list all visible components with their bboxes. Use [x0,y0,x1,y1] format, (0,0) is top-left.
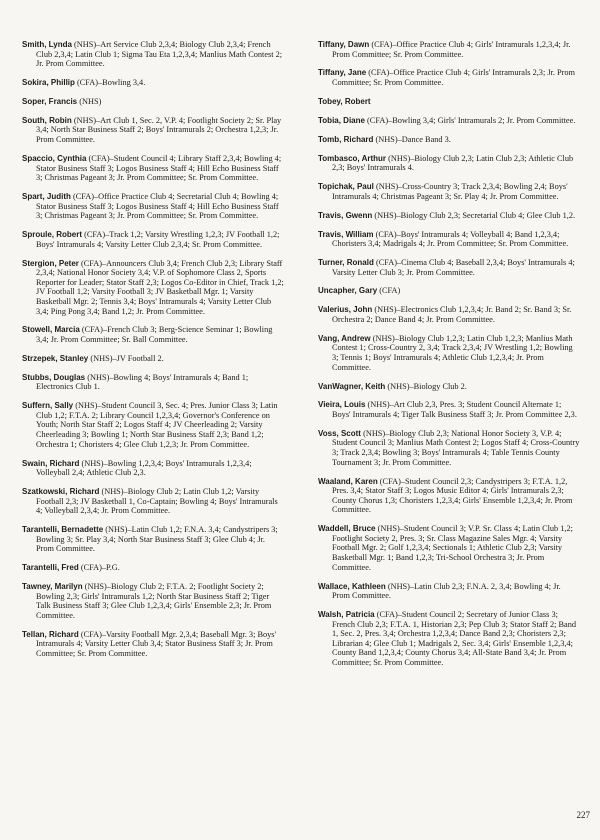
student-name: Tawney, Marilyn [22,582,83,592]
student-name: Uncapher, Gary [318,286,378,296]
senior-entry [22,459,284,478]
student-activities: (NHS)–Student Council 3; V.P. Sr. Class 4; Latin Club 1,2; Footlight Society 2, Pres. 3; Sr. Class Magazine Sales Mgr. 4; Varsity Football Mgr. 2; Golf 1,2,3,4; Sectionals 1; Athletic Club 2,3; Varsity Basketball Mgr. 1; Band 1,2,3; Tri-School Orchestra 3; Jr. Prom Committee. [332,524,573,572]
student-name: Wallace, Kathleen [318,581,386,591]
student-name: VanWagner, Keith [318,381,386,391]
student-activities: (NHS) [79,96,102,106]
senior-entry [318,182,580,201]
senior-entry [318,429,580,467]
senior-entry [22,582,284,620]
senior-entry [318,610,580,668]
senior-entry [318,258,580,277]
student-name: Vang, Andrew [318,333,371,343]
student-name: Waddell, Bruce [318,524,376,534]
senior-entry [22,259,284,317]
student-activities: (NHS)–Biology Club 2,3; National Honor Society 3, V.P. 4; Student Council 3; Manlius Math Contest 2; Logos Staff 4; Cross-Country 3; Track 2,3,4; Bowling 3; Boys' Intramurals 4; Table Tennis County Tournament 3; Jr. Prom Committee. [332,428,580,467]
student-name: Spart, Judith [22,192,71,202]
student-activities: (NHS)–Biology Club 2,3; Secretarial Club 4; Glee Club 1,2. [374,210,576,220]
senior-entry [22,78,284,88]
student-name: Travis, William [318,229,374,239]
student-activities: (CFA)–Announcers Club 3,4; French Club 2,3; Library Staff 2,3,4; National Honor Society 3,4; V.P. of Sophomore Class 2, Sports Reporter for Leader; Stator Staff 2,3; Logos Co-Editor in Chief, Track 1,2; JV Football 1,2; Varsity Football 3; JV Basketball Mgr. 1; Varsity Basketball Mgr. 2; Tennis 3,4; Boys' Intramurals 4; Varsity Letter Club 3,4; Ping Pong 3,4; Band 1,2; Jr. Prom Committee. [36,258,284,316]
student-name: Soper, Francis [22,96,78,106]
senior-entry [318,305,580,324]
student-name: Sokira, Phillip [22,78,75,88]
student-activities: (CFA)–Office Practice Club 4; Girls' Intramurals 1,2,3,4; Jr. Prom Committee; Sr. Prom Committee. [332,40,571,59]
student-activities: (CFA)–Student Council 2; Secretary of Junior Class 3; French Club 2,3; F.T.A. 1, Historian 2,3; Pep Club 3; Stator Staff 2; Band 1, Sec. 2, Pres. 3,4; Orchestra 1,2,3,4; Dance Band 2,3; Choristers 2,3; Librarian 4; Glee Club 1; Madrigals 2, Sec. 3,4; Girls' Ensemble 1,2,3,4; County Band 1,2,3,4; County Chorus 3,4; All-State Band 3,4; Jr. Prom Committee; Sr. Prom Committee. [332,609,577,667]
student-name: Travis, Gwenn [318,210,373,220]
student-activities: (NHS)–Biology Club 2,3; Latin Club 2,3; Athletic Club 2,3; Boys' Intramurals 4. [332,153,574,173]
student-name: Voss, Scott [318,428,361,438]
student-activities: (CFA)–Office Practice Club 4; Secretarial Club 4; Bowling 4; Stator Business Staff 3; Logos Business Staff 4; Hill Echo Business Staff 3; Christmas Pageant 3; Jr. Prom Committee; Sr. Prom Committee. [36,192,279,221]
student-activities: (NHS)–Bowling 1,2,3,4; Boys' Intramurals 1,2,3,4; Volleyball 2,4; Athletic Club 2,3. [36,458,252,478]
student-activities: (NHS)–JV Football 2. [90,353,164,363]
student-name: Vieira, Louis [318,400,366,410]
senior-entry [22,154,284,183]
student-name: Tellan, Richard [22,629,79,639]
right-column [318,40,580,677]
senior-entry [318,211,580,221]
student-name: Tiffany, Jane [318,68,367,78]
student-activities: (NHS)–Biology Club 2; F.T.A. 2; Footlight Society 2; Bowling 2,3; Girls' Intramurals 1,2; North Star Business Staff 2; Tiger Talk Business Staff 3; Glee Club 1,2,3,4; Girls' Ensemble 2,3; Jr. Prom Committee. [36,582,272,620]
student-activities: (CFA)–Student Council 2,3; Candystripers 3; F.T.A. 1,2, Pres. 3,4; Stator Staff 3; Logos Music Editor 4; Girls' Intramurals 2,3; County Chorus 1,3; Choristers 1,2,3,4; Girls' Ensemble 1,2,3,4; Jr. Prom Committee. [332,476,573,515]
senior-entry [22,116,284,145]
student-name: Tiffany, Dawn [318,40,370,49]
student-name: Tobey, Robert [318,96,371,106]
senior-entry [318,382,580,392]
student-activities: (CFA)–Boys' Intramurals 4; Volleyball 4; Band 1,2,3,4; Choristers 3,4; Madrigals 4; Jr. Prom Committee; Sr. Prom Committee. [332,229,569,249]
senior-entry [318,154,580,173]
student-name: Strzepek, Stanley [22,353,89,363]
student-name: Sproule, Robert [22,230,83,240]
student-name: Tarantelli, Bernadette [22,525,104,535]
student-name: Stergion, Peter [22,258,79,268]
student-activities: (CFA)–Bowling 3,4. [76,78,146,88]
student-name: Stowell, Marcia [22,325,80,335]
senior-entry [22,401,284,449]
student-name: Tarantelli, Fred [22,563,79,573]
student-activities: (NHS)–Biology Club 2; Latin Club 1,2; Varsity Football 2,3; JV Basketball 1, Co-Captain; Bowling 4; Boys' Intramurals 4; Volleyball 2,3,4; Jr. Prom Committee. [36,487,278,516]
student-name: Tobia, Diane [318,115,365,125]
left-column [22,40,284,668]
senior-entry [22,40,284,69]
senior-entry [22,97,284,107]
senior-entry [318,582,580,601]
senior-entry [22,192,284,221]
student-name: Suffern, Sally [22,401,74,411]
senior-entry [22,487,284,516]
senior-entry [318,524,580,572]
student-name: Swain, Richard [22,458,80,468]
student-name: South, Robin [22,115,72,125]
senior-entry [22,354,284,364]
senior-entry [318,40,580,59]
student-activities: (NHS)–Student Council 3, Sec. 4; Pres. Junior Class 3; Latin Club 1,2; F.T.A. 2; Library Council 1,2,3,4; Governor's Conference on Youth; North Star Staff 2; Logos Staff 4; JV Cheerleading 2; Varsity Cheerleading 3; Bowling 1; North Star Business Staff 2,3; Band 1,2; Orchestra 1; Choristers 4; Glee Club 1,2,3; Jr. Prom Committee. [36,401,278,449]
student-activities: (CFA)–Student Council 4; Library Staff 2,3,4; Bowling 4; Stator Business Staff 3; Logos Business Staff 4; Hill Echo Business Staff 3; Christmas Pageant 3; Jr. Prom Committee; Sr. Prom Committee. [36,153,282,183]
student-activities: (CFA)–P.G. [80,563,120,573]
senior-entry [22,563,284,573]
senior-entry [22,230,284,249]
student-activities: (NHS)–Cross-Country 3; Track 2,3,4; Bowling 2,4; Boys' Intramurals 4; Christmas Pageant 3; Sr. Play 4; Jr. Prom Committee. [332,182,568,201]
student-name: Turner, Ronald [318,257,374,267]
senior-entry [318,116,580,126]
senior-entry [318,68,580,87]
student-name: Stubbs, Douglas [22,372,86,382]
senior-entry [318,135,580,145]
senior-entry [318,230,580,249]
senior-entry [318,286,580,296]
student-activities: (CFA)–Office Practice Club 4; Girls' Intramurals 2,3; Jr. Prom Committee; Sr. Prom Committee. [332,68,575,88]
student-name: Szatkowski, Richard [22,487,100,497]
student-activities: (NHS)–Art Club 2,3, Pres. 3; Student Council Alternate 1; Boys' Intramurals 4; Tiger Talk Business Staff 3; Jr. Prom Committee 2,3. [332,400,577,419]
senior-entry [22,325,284,344]
senior-entry [22,373,284,392]
senior-entry [318,97,580,107]
senior-entry [22,525,284,554]
senior-entry [318,477,580,515]
student-activities: (CFA)–Track 1,2; Varsity Wrestling 1,2,3; JV Football 1,2; Boys' Intramurals 4; Varsity Letter Club 2,3,4; Sr. Prom Committee. [36,230,280,249]
student-activities: (NHS)–Biology Club 2. [387,381,467,391]
senior-entry [318,400,580,419]
student-activities: (NHS)–Latin Club 2,3; F.N.A. 2, 3,4; Bowling 4; Jr. Prom Committee. [332,581,561,601]
page-number: 227 [576,810,590,820]
student-activities: (NHS)–Biology Club 1,2,3; Latin Club 1,2,3; Manlius Math Contest 1; Cross-Country 2, 3,4; Track 2,3,4; JV Wrestling 1,2; Bowling 3; Tennis 1; Boys' Intramurals 4; Athletic Club 1,2,3,4; Jr. Prom Committee. [332,333,573,372]
student-name: Tomb, Richard [318,134,374,144]
student-activities: (CFA)–French Club 3; Berg-Science Seminar 1; Bowling 3,4; Jr. Prom Committee; Sr. Ball Committee. [36,325,273,345]
student-activities: (NHS)–Art Service Club 2,3,4; Biology Club 2,3,4; French Club 2,3,4; Latin Club 1; Sigma Tau Eta 1,2,3,4; Manlius Math Contest 2; Jr. Prom Committee. [36,40,283,69]
student-activities: (NHS)–Electronics Club 1,2,3,4; Jr. Band 2; Sr. Band 3; Sr. Orchestra 2; Dance Band 4; Jr. Prom Committee. [332,305,572,324]
student-name: Walsh, Patricia [318,609,375,619]
senior-entry [22,630,284,659]
student-activities: (NHS)–Art Club 1, Sec. 2, V.P. 4; Footlight Society 2; Sr. Play 3,4; North Star Business Staff 2; Boys' Intramurals 2; Orchestra 1,2,3; Jr. Prom Committee. [36,115,282,145]
senior-entry [318,334,580,372]
student-activities: (NHS)–Dance Band 3. [375,134,451,144]
student-activities: (CFA)–Bowling 3,4; Girls' Intramurals 2; Jr. Prom Committee. [367,115,576,125]
student-activities: (CFA)–Varsity Football Mgr. 2,3,4; Baseball Mgr. 3; Boys' Intramurals 4; Varsity Letter Club 3,4; Stator Business Staff 3; Jr. Prom Committee; Sr. Prom Committee. [36,629,277,658]
student-name: Smith, Lynda [22,40,72,49]
student-name: Waaland, Karen [318,476,378,486]
student-activities: (CFA) [379,286,401,296]
student-activities: (CFA)–Cinema Club 4; Baseball 2,3,4; Boys' Intramurals 4; Varsity Letter Club 3; Jr. Prom Committee. [332,257,575,277]
student-name: Spaccio, Cynthia [22,153,87,163]
student-name: Valerius, John [318,305,373,315]
student-name: Topichak, Paul [318,182,374,192]
student-activities: (NHS)–Latin Club 1,2; F.N.A. 3,4; Candystripers 3; Bowling 3; Sr. Play 3,4; North Star Business Staff 3; Glee Club 4; Jr. Prom Committee. [36,525,278,554]
student-activities: (NHS)–Bowling 4; Boys' Intramurals 4; Band 1; Electronics Club 1. [36,372,249,392]
student-name: Tombasco, Arthur [318,153,387,163]
